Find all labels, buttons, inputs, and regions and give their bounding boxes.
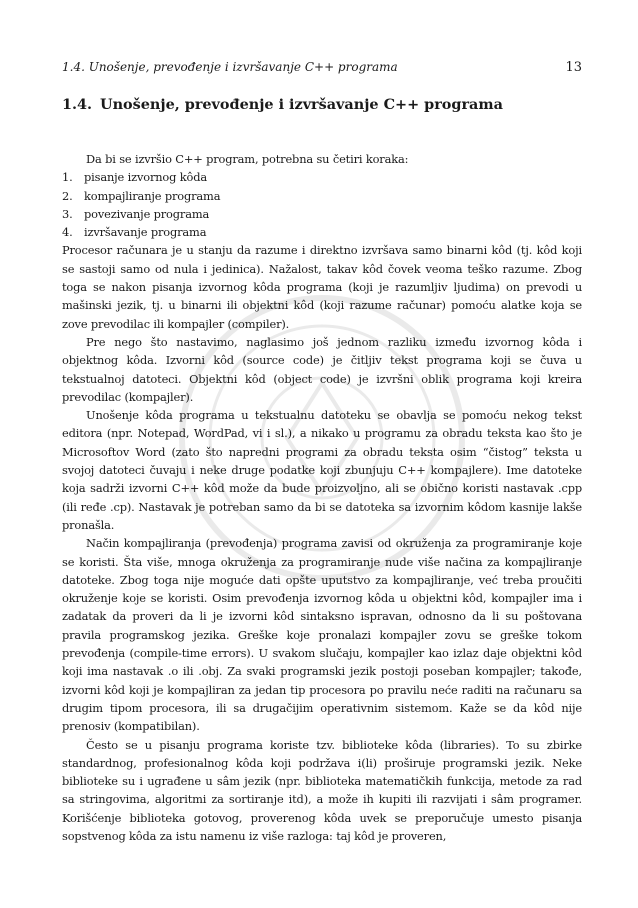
list-item-text: povezivanje programa [84, 206, 210, 221]
list-marker: 1. [62, 170, 73, 185]
paragraph: Unošenje kôda programa u tekstualnu datoteku se obavlja se pomoću nekog tekst editora (npr. Notepad, WordPad, vi i sl.), a nikako u programu za obradu teksta kao što je Microsoftov Word (zato što napredni programi za obradu teksta osim “čistog” teksta u svojoj datoteci čuvaju i neke druge podatke koji zbunjuju C++ kompajlere). Ime datoteke koja sadrži izvorni C++ kôd može da bude proizvoljno, ali se obično koristi nastavak .cpp (ili ređe .cp). Nastavak je potreban samo da bi se datoteka sa izvornim kôdom kasnije lakše pronašla. [62, 408, 582, 532]
body-text [62, 150, 582, 845]
list-item-text: kompajliranje programa [84, 188, 221, 203]
steps-list [62, 168, 582, 241]
list-marker: 2. [62, 188, 73, 203]
running-header-title: 1.4. Unošenje, prevođenje i izvršavanje C++ programa [62, 60, 398, 74]
list-item-text: izvršavanje programa [84, 225, 207, 240]
intro-paragraph: Da bi se izvršio C++ program, potrebna su četiri koraka: [86, 152, 409, 166]
list-marker: 3. [62, 206, 73, 221]
section-heading [62, 96, 503, 113]
list-item [62, 205, 582, 223]
page-number: 13 [565, 60, 582, 75]
paragraph: Način kompajliranja (prevođenja) programa zavisi od okruženja za programiranje koje se koristi. Šta više, mnoga okruženja za programiranje nude više načina za kompajliranje datoteke. Zbog toga nije moguće dati opšte uputstvo za kompajliranje, već treba proučiti okruženje koje se koristi. Osim prevođenja izvornog kôda u objektni kôd, kompajler ima i zadatak da proveri da li je izvorni kôd sintaksno ispravan, odnosno da li su poštovana pravila programskog jezika. Greške koje pronalazi kompajler zovu se greške tokom prevođenja (compile-time errors). U svakom slučaju, kompajler kao izlaz daje objektni kôd koji ima nastavak .o ili .obj. Za svaki programski jezik postoji poseban kompajler; takođe, izvorni kôd koji je kompajliran za jedan tip procesora po pravilu neće raditi na računaru sa drugim tipom procesora, ili sa drugačijim operativnim sistemom. Kaže se da kôd nije prenosiv (kompatibilan). [62, 536, 582, 734]
list-item [62, 187, 582, 205]
paragraph: Pre nego što nastavimo, naglasimo još jednom razliku između izvornog kôda i objektnog kôda. Izvorni kôd (source code) je čitljiv tekst programa koji se čuva u tekstualnoj datoteci. Objektni kôd (object code) je izvršni oblik programa koji kreira prevodilac (kompajler). [62, 334, 582, 404]
list-item-text: pisanje izvornog kôda [84, 170, 207, 185]
list-marker: 4. [62, 225, 73, 240]
paragraph: Procesor računara je u stanju da razume i direktno izvršava samo binarni kôd (tj. kôd koji se sastoji samo od nula i jedinica). Nažalost, takav kôd čovek veoma teško razume. Zbog toga se nakon pisanja izvornog kôda programa (koji je razumljiv ljudima) on prevodi u mašinski jezik, tj. u binarni ili objektni kôd (koji razume računar) pomoću alatke koja se zove prevodilac ili kompajler (compiler). [62, 243, 582, 331]
paragraph: Često se u pisanju programa koriste tzv. biblioteke kôda (libraries). To su zbirke standardnog, profesionalnog kôda koji podržava i(li) proširuje programski jezik. Neke biblioteke su i ugrađene u sâm jezik (npr. biblioteka matematičkih funkcija, metode za rad sa stringovima, algoritmi za sortiranje itd), a može ih kupiti ili razvijati i sâm programer. Korišćenje biblioteka gotovog, proverenog kôda uvek se preporučuje umesto pisanja sopstvenog kôda za istu namenu iz više razloga: taj kôd je proveren, [62, 737, 582, 843]
section-number: 1.4. [62, 96, 93, 113]
section-title: Unošenje, prevođenje i izvršavanje C++ programa [100, 96, 503, 113]
list-item [62, 168, 582, 186]
running-header [62, 60, 582, 75]
list-item [62, 223, 582, 241]
